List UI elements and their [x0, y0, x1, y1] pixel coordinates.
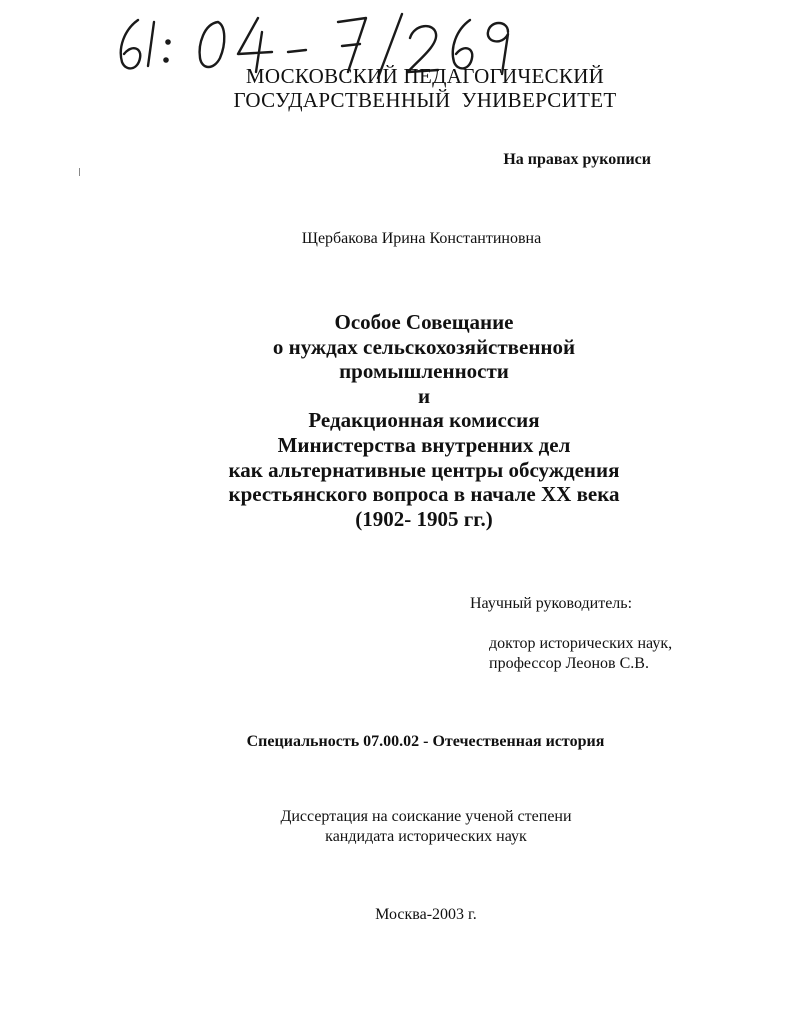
title-line: и — [417, 383, 431, 408]
supervisor-details — [489, 634, 672, 674]
degree-statement — [0, 807, 793, 847]
manuscript-rights: На правах рукописи — [503, 151, 651, 168]
university-line-1: МОСКОВСКИЙ ПЕДАГОГИЧЕСКИЙ — [245, 64, 605, 88]
title-line: (1902- 1905 гг.) — [355, 506, 493, 531]
specialty: Специальность 07.00.02 - Отечественная история — [246, 733, 605, 750]
title-line: промышленности — [339, 359, 509, 384]
dissertation-title — [0, 310, 793, 531]
title-line: крестьянского вопроса в начале XX века — [228, 482, 620, 507]
title-line: о нуждах сельскохозяйственной — [272, 334, 576, 359]
city-year: Москва-2003 г. — [375, 906, 477, 923]
university-line-2: ГОСУДАРСТВЕННЫЙ УНИВЕРСИТЕТ — [233, 88, 617, 112]
supervisor-label: Научный руководитель: — [470, 595, 633, 612]
author-name: Щербакова Ирина Константиновна — [301, 230, 542, 247]
title-line: как альтернативные центры обсуждения — [228, 457, 620, 482]
title-line: Особое Совещание — [334, 310, 514, 334]
degree-line-1: Диссертация на соискание ученой степени — [280, 808, 572, 825]
supervisor-degree: доктор исторических наук, — [489, 635, 673, 652]
university-name — [0, 64, 793, 112]
title-line: Редакционная комиссия — [308, 408, 540, 433]
degree-line-2: кандидата исторических наук — [325, 828, 527, 845]
scan-artifact — [79, 168, 80, 176]
supervisor-name: профессор Леонов С.В. — [489, 655, 649, 672]
title-line: Министерства внутренних дел — [277, 432, 571, 457]
